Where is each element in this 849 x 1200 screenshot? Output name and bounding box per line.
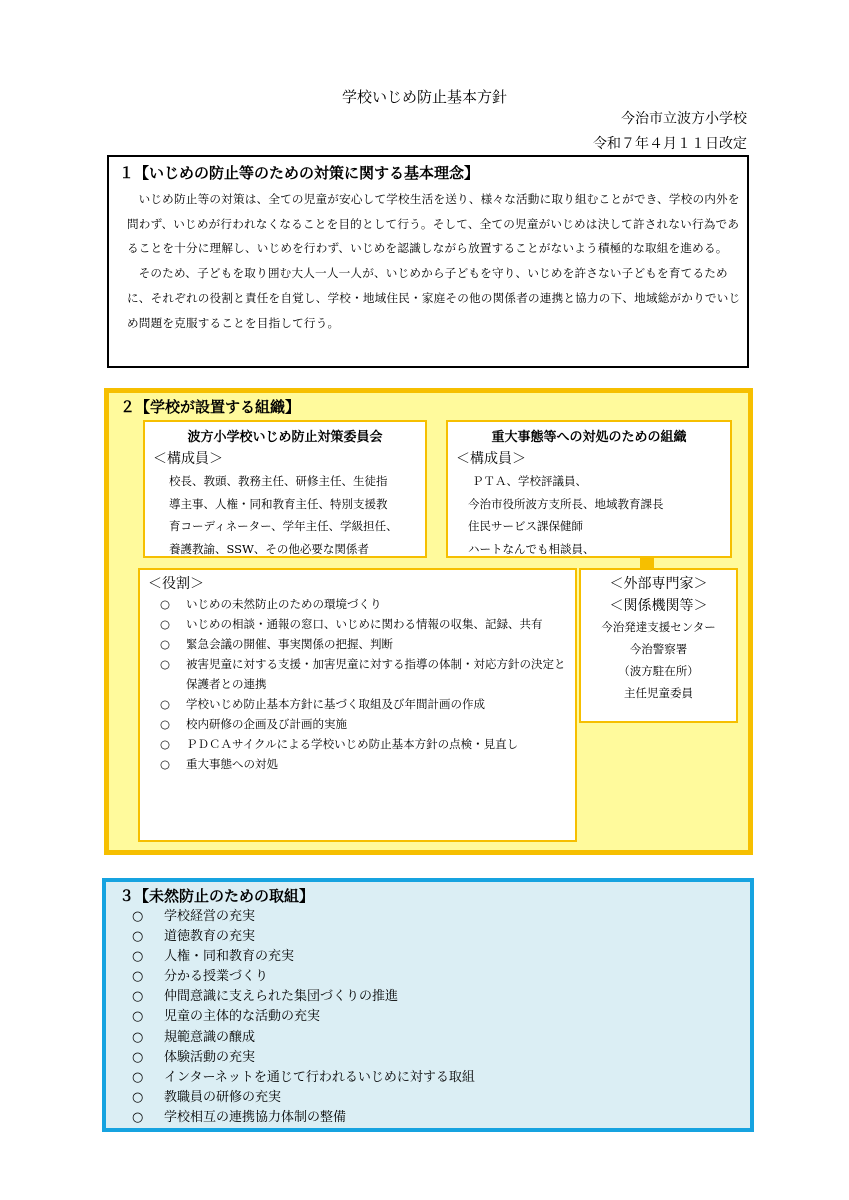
role-item — [160, 614, 570, 634]
school-name: 今治市立波方小学校 — [621, 111, 747, 127]
list-item-text: 学校経営の充実 — [164, 909, 256, 924]
circle-bullet-icon: ○ — [132, 1109, 144, 1125]
circle-bullet-icon: ○ — [132, 1029, 144, 1045]
list-item-text: 道徳教育の充実 — [164, 929, 256, 945]
roles-box — [138, 568, 577, 842]
role-item — [160, 734, 570, 754]
external-item: （波方駐在所） — [618, 664, 699, 678]
principle-paragraph-1: いじめ防止等の対策は、全ての児童が安心して学校生活を送り、様々な活動に取り組むことができ、学校の内外を問わず、いじめが行われなくなることを目的として行う。そして、全ての児童がいじめは決して許されない行為であることを十分に理解し、いじめを行わず、いじめを認識しながら放置することがないよう積極的な取組を進める。 — [127, 192, 740, 256]
role-text: いじめの未然防止のための環境づくり — [186, 597, 382, 611]
role-item — [160, 714, 570, 734]
circle-bullet-icon: ○ — [132, 949, 144, 965]
member-line: 住民サービス課保健師 — [468, 519, 583, 533]
circle-bullet-icon: ○ — [132, 989, 144, 1005]
member-line: ＰＴＡ、学校評議員、 — [472, 474, 587, 488]
role-text: 校内研修の企画及び計画的実施 — [186, 717, 347, 731]
external-title-experts: ＜外部専門家＞ — [609, 576, 708, 592]
principle-paragraph-2: そのため、子どもを取り囲む大人一人一人が、いじめから子どもを守り、いじめを許さない子どもを育てるために、それぞれの役割と責任を自覚し、学校・地域住民・家庭その他の関係者の連携と協力の下、地域総がかりでいじめ問題を克服することを目指して行う。 — [127, 266, 741, 330]
list-item-text: インターネットを通じて行われるいじめに対する取組 — [164, 1069, 475, 1085]
section1-body — [127, 187, 745, 335]
list-item — [132, 947, 475, 967]
list-item — [132, 907, 475, 927]
committee-box — [143, 420, 427, 558]
list-item — [132, 1007, 475, 1027]
circle-bullet-icon: ○ — [132, 1069, 144, 1085]
role-item — [160, 754, 570, 774]
roles-title: ＜役割＞ — [148, 576, 204, 592]
circle-bullet-icon: ○ — [132, 929, 144, 945]
list-item-text: 仲間意識に支えられた集団づくりの推進 — [164, 989, 399, 1005]
list-item — [132, 1068, 475, 1088]
committee-members-label: ＜構成員＞ — [153, 451, 223, 467]
revision-date: 令和７年４月１１日改定 — [593, 136, 747, 152]
roles-list — [160, 594, 570, 774]
member-line: 今治市役所波方支所長、地域教育課長 — [468, 496, 664, 511]
list-item — [132, 987, 475, 1007]
circle-bullet-icon: ○ — [160, 757, 171, 771]
circle-bullet-icon: ○ — [160, 617, 171, 631]
list-item — [132, 1048, 475, 1068]
section2-heading: ２【学校が設置する組織】 — [120, 398, 301, 416]
list-item — [132, 927, 475, 947]
circle-bullet-icon: ○ — [132, 1089, 144, 1105]
role-item — [160, 654, 570, 694]
list-item — [132, 1088, 475, 1108]
member-line: 養護教諭、SSW、その他必要な関係者 — [169, 541, 369, 556]
member-line: ハートなんでも相談員、 — [468, 541, 595, 556]
committee-members — [169, 470, 421, 560]
role-text: ＰＤＣＡサイクルによる学校いじめ防止基本方針の点検・見直し — [186, 737, 519, 751]
circle-bullet-icon: ○ — [160, 697, 171, 711]
role-item — [160, 694, 570, 714]
emergency-members-label: ＜構成員＞ — [456, 451, 526, 467]
role-item — [160, 634, 570, 654]
list-item — [132, 1108, 475, 1128]
list-item — [132, 967, 475, 987]
list-item-text: 体験活動の充実 — [164, 1049, 256, 1065]
role-text: いじめの相談・通報の窓口、いじめに関わる情報の収集、記録、共有 — [186, 617, 543, 631]
external-title-agencies: ＜関係機関等＞ — [609, 598, 708, 614]
external-item: 今治発達支援センター — [601, 620, 716, 634]
external-item: 今治警察署 — [629, 642, 688, 656]
school-organization-section — [104, 388, 753, 855]
list-item-text: 教職員の研修の充実 — [164, 1089, 282, 1105]
circle-bullet-icon: ○ — [132, 1049, 144, 1065]
list-item-text: 分かる授業づくり — [164, 969, 269, 985]
circle-bullet-icon: ○ — [160, 637, 171, 651]
circle-bullet-icon: ○ — [132, 909, 144, 924]
list-item-text: 学校相互の連携協力体制の整備 — [164, 1109, 347, 1125]
role-item — [160, 594, 570, 614]
role-text: 被害児童に対する支援・加害児童に対する指導の体制・対応方針の決定と保護者との連携 — [186, 657, 566, 691]
circle-bullet-icon: ○ — [160, 737, 171, 751]
circle-bullet-icon: ○ — [132, 969, 144, 985]
basic-principle-section — [107, 155, 749, 368]
section1-heading: １【いじめの防止等のための対策に関する基本理念】 — [119, 164, 480, 182]
role-text: 重大事態への対処 — [186, 757, 278, 771]
role-text: 緊急会議の開催、事実関係の把握、判断 — [186, 637, 393, 651]
prevention-list — [132, 907, 475, 1128]
member-line: 育コーディネーター、学年主任、学級担任、 — [169, 519, 398, 533]
member-line: 校長、教頭、教務主任、研修主任、生徒指 — [169, 474, 388, 488]
emergency-organization-box — [446, 420, 732, 558]
circle-bullet-icon: ○ — [160, 657, 171, 671]
list-item-text: 人権・同和教育の充実 — [164, 949, 295, 965]
circle-bullet-icon: ○ — [132, 1009, 144, 1025]
circle-bullet-icon: ○ — [160, 717, 171, 731]
external-item: 主任児童委員 — [624, 686, 693, 700]
committee-title: 波方小学校いじめ防止対策委員会 — [187, 430, 383, 445]
external-experts-box — [579, 568, 738, 723]
section3-heading: ３【未然防止のための取組】 — [119, 887, 315, 905]
member-line: 導主事、人権・同和教育主任、特別支援教 — [169, 496, 388, 511]
emergency-members — [468, 470, 730, 560]
emergency-title: 重大事態等への対処のための組織 — [491, 430, 687, 445]
list-item-text: 児童の主体的な活動の充実 — [164, 1009, 321, 1025]
circle-bullet-icon: ○ — [160, 597, 171, 611]
prevention-section — [102, 878, 754, 1132]
list-item — [132, 1028, 475, 1048]
document-title: 学校いじめ防止基本方針 — [341, 88, 507, 106]
list-item-text: 規範意識の醸成 — [164, 1029, 256, 1045]
role-text: 学校いじめ防止基本方針に基づく取組及び年間計画の作成 — [186, 697, 485, 711]
